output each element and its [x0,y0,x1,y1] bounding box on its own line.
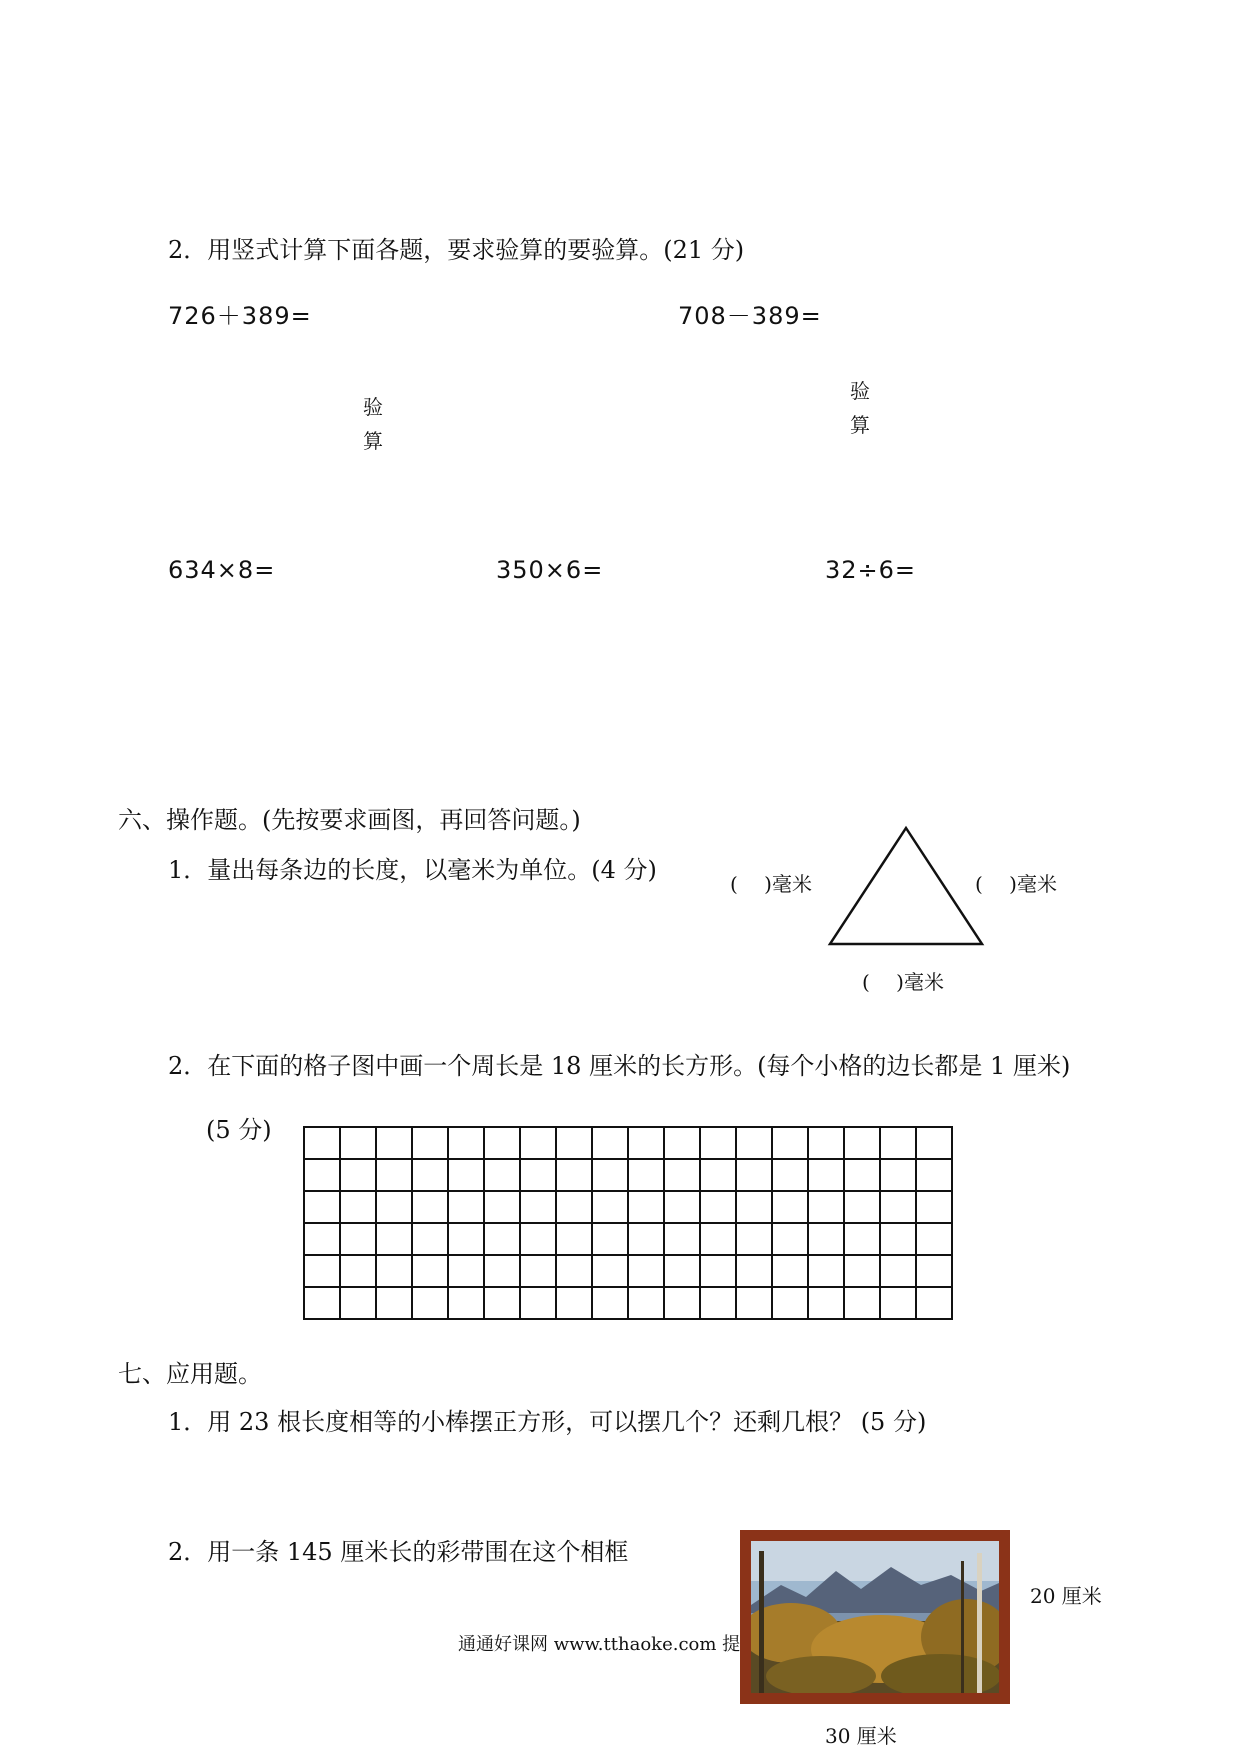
grid-cell [340,1191,376,1223]
equation-634-times-8: 634×8= [168,556,276,584]
frame-width-label: 30 厘米 [825,1724,897,1748]
grid-cell [412,1127,448,1159]
grid-cell [412,1287,448,1319]
grid-cell [592,1255,628,1287]
grid-cell [304,1255,340,1287]
grid-cell [412,1191,448,1223]
grid-cell [700,1159,736,1191]
footer-watermark: 通通好课网 www.tthaoke.com 提 [458,1634,741,1655]
question-ribbon-frame: 2．用一条 145 厘米长的彩带围在这个相框 [168,1538,629,1566]
grid-cell [484,1287,520,1319]
grid-cell [448,1223,484,1255]
grid-cell [700,1223,736,1255]
grid-cell [448,1191,484,1223]
grid-cell [628,1191,664,1223]
grid-cell [520,1223,556,1255]
grid-cell [772,1191,808,1223]
grid-cell [304,1159,340,1191]
question-measure-sides: 1．量出每条边的长度，以毫米为单位。(4 分) [168,856,657,884]
square-grid [303,1126,953,1320]
equation-726-plus-389: 726＋389= [168,302,312,330]
grid-cell [844,1223,880,1255]
grid-cell [412,1223,448,1255]
grid-cell [736,1255,772,1287]
grid-cell [304,1287,340,1319]
grid-cell [844,1287,880,1319]
grid-cell [700,1191,736,1223]
grid-cell [376,1223,412,1255]
grid-cell [448,1255,484,1287]
grid-row [304,1255,952,1287]
grid-cell [592,1191,628,1223]
grid-cell [520,1255,556,1287]
grid-row [304,1127,952,1159]
grid-cell [520,1191,556,1223]
equation-708-minus-389: 708－389= [678,302,822,330]
grid-cell [700,1287,736,1319]
triangle-label-bottom: ( )毫米 [862,970,944,994]
grid-cell [520,1287,556,1319]
grid-cell [772,1159,808,1191]
grid-cell [340,1127,376,1159]
grid-cell [484,1159,520,1191]
grid-cell [772,1127,808,1159]
grid-cell [304,1223,340,1255]
grid-cell [556,1191,592,1223]
grid-cell [916,1191,952,1223]
grid-cell [664,1127,700,1159]
grid-cell [556,1159,592,1191]
grid-cell [736,1159,772,1191]
question-vertical-calculation: 2．用竖式计算下面各题，要求验算的要验算。(21 分) [168,236,745,264]
frame-height-label: 20 厘米 [1030,1584,1102,1608]
grid-cell [592,1127,628,1159]
grid-cell [916,1127,952,1159]
grid-cell [340,1287,376,1319]
grid-cell [880,1255,916,1287]
question-sticks-squares: 1．用 23 根长度相等的小棒摆正方形，可以摆几个？还剩几根？ (5 分) [168,1408,927,1436]
grid-row [304,1223,952,1255]
grid-cell [412,1159,448,1191]
grid-cell [772,1223,808,1255]
grid-cell [736,1191,772,1223]
grid-cell [556,1223,592,1255]
triangle [830,828,982,944]
grid-cell [376,1191,412,1223]
grid-cell [628,1127,664,1159]
triangle-figure [820,822,990,952]
grid-cell [808,1223,844,1255]
grid-cell [484,1191,520,1223]
question-score: (5 分) [206,1116,272,1144]
grid-cell [412,1255,448,1287]
grid-cell [808,1127,844,1159]
landscape-photo [751,1541,999,1693]
grid-cell [448,1287,484,1319]
grid-cell [448,1127,484,1159]
grid-cell [628,1223,664,1255]
grid-cell [916,1287,952,1319]
grid-cell [808,1159,844,1191]
grid-cell [484,1255,520,1287]
grid-cell [916,1159,952,1191]
grid-cell [916,1223,952,1255]
grid-cell [484,1223,520,1255]
grid-cell [556,1127,592,1159]
grid-cell [376,1287,412,1319]
grid-cell [520,1127,556,1159]
grid-cell [592,1287,628,1319]
grid-row [304,1287,952,1319]
grid-cell [592,1159,628,1191]
grid-cell [736,1287,772,1319]
grid-cell [772,1255,808,1287]
grid-cell [376,1127,412,1159]
grid-cell [844,1191,880,1223]
grid-row [304,1191,952,1223]
grid-cell [880,1191,916,1223]
grid-cell [700,1127,736,1159]
grid-cell [664,1223,700,1255]
question-draw-rectangle: 2．在下面的格子图中画一个周长是 18 厘米的长方形。(每个小格的边长都是 1 厘米) [168,1052,1071,1080]
photo-frame [740,1530,1010,1704]
grid-cell [808,1287,844,1319]
triangle-label-right: ( )毫米 [975,872,1057,896]
grid-cell [556,1287,592,1319]
check-label-2: 验 算 [850,379,870,437]
grid-cell [340,1255,376,1287]
grid-cell [700,1255,736,1287]
grid-cell [340,1223,376,1255]
grid-cell [880,1223,916,1255]
grid-cell [304,1191,340,1223]
grid-cell [556,1255,592,1287]
grid-cell [844,1159,880,1191]
equation-32-div-6: 32÷6= [825,556,917,584]
check-label-1: 验 算 [363,395,383,453]
grid-cell [664,1191,700,1223]
grid-cell [628,1287,664,1319]
grid-cell [808,1191,844,1223]
grid-cell [376,1159,412,1191]
grid-cell [808,1255,844,1287]
section-seven-title: 七、应用题。 [118,1360,262,1388]
grid-cell [628,1159,664,1191]
grid-cell [664,1255,700,1287]
section-six-title: 六、操作题。(先按要求画图，再回答问题。) [118,806,581,834]
grid-cell [736,1127,772,1159]
equation-350-times-6: 350×6= [496,556,604,584]
grid-cell [916,1255,952,1287]
grid-cell [736,1223,772,1255]
grid-row [304,1159,952,1191]
grid-cell [484,1127,520,1159]
grid-cell [880,1159,916,1191]
grid-cell [448,1159,484,1191]
grid-cell [376,1255,412,1287]
grid-cell [880,1127,916,1159]
grid-table [303,1126,953,1320]
grid-cell [772,1287,808,1319]
grid-cell [844,1127,880,1159]
grid-cell [664,1159,700,1191]
grid-cell [844,1255,880,1287]
grid-cell [880,1287,916,1319]
grid-cell [304,1127,340,1159]
grid-cell [592,1223,628,1255]
grid-cell [628,1255,664,1287]
grid-cell [340,1159,376,1191]
triangle-label-left: ( )毫米 [730,872,812,896]
grid-cell [520,1159,556,1191]
grid-cell [664,1287,700,1319]
